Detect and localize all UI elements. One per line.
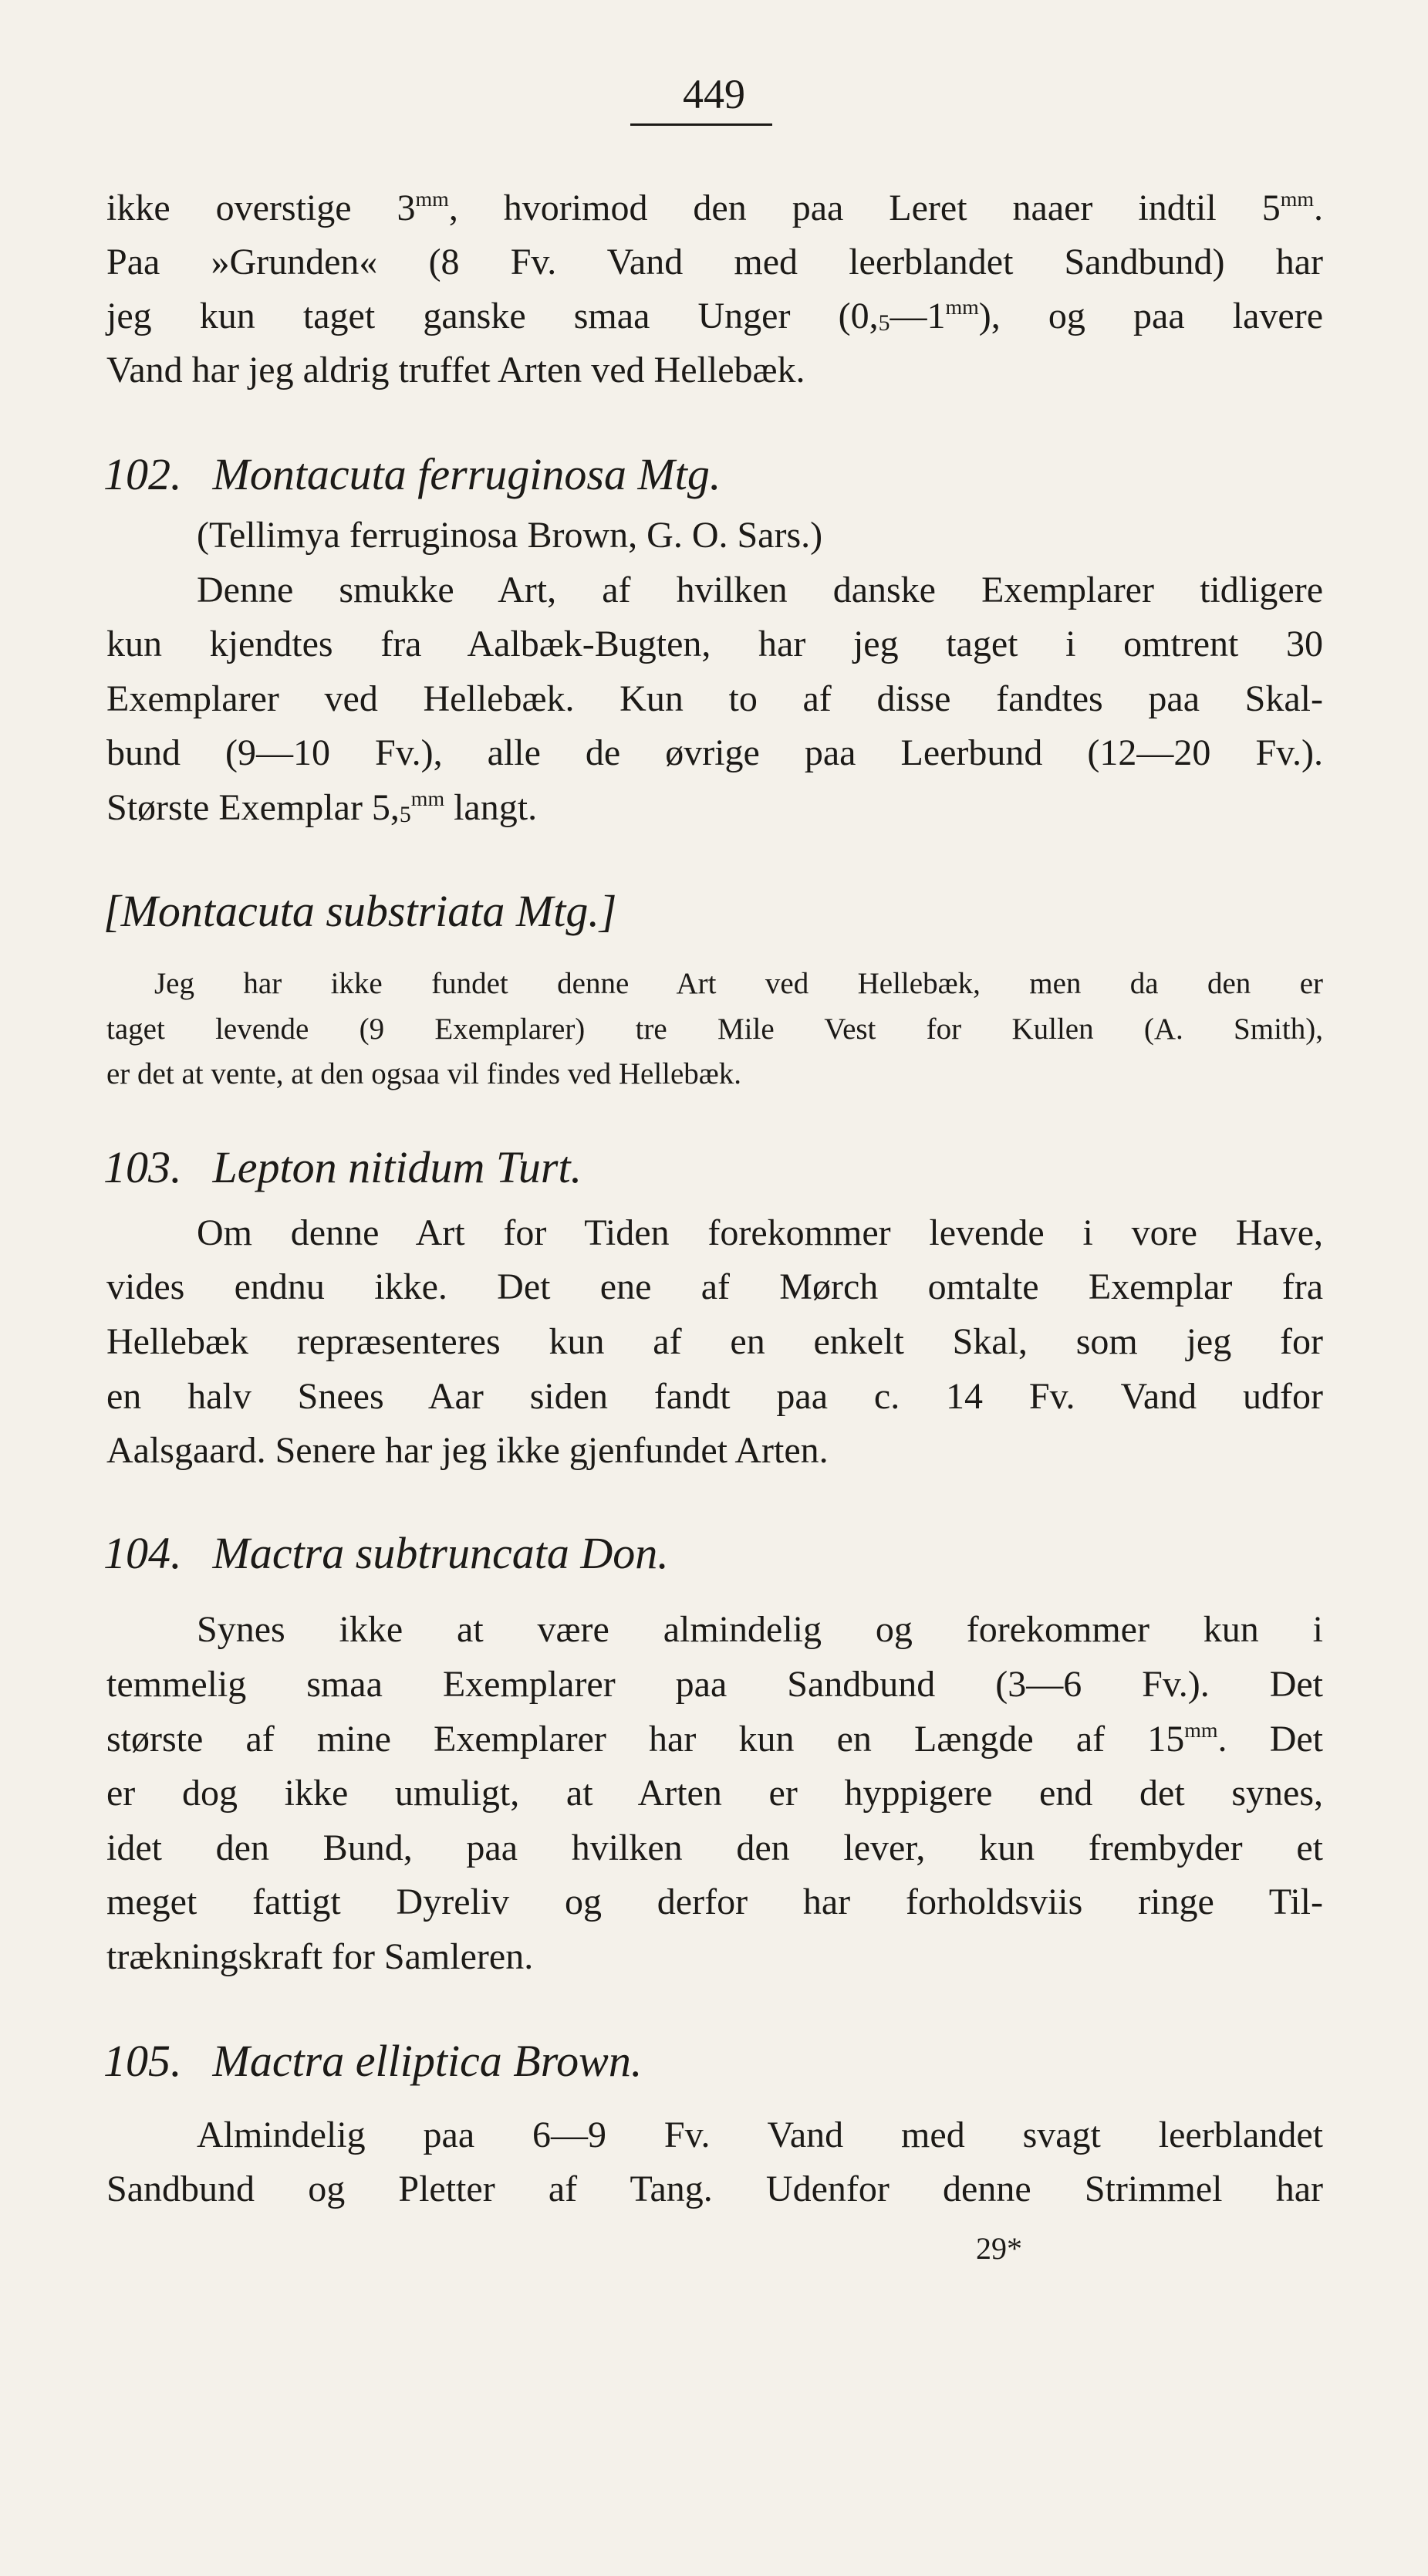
text-line: temmelig smaa Exemplarer paa Sandbund (3—6 Fv.). Det: [106, 1664, 1323, 1705]
text-line: bund (9—10 Fv.), alle de øvrige paa Leerbund (12—20 Fv.).: [106, 732, 1323, 773]
page-number: 449: [683, 71, 745, 117]
text-line: Exemplarer ved Hellebæk. Kun to af disse fandtes paa Skal-: [106, 678, 1323, 719]
section-heading: [103, 448, 721, 502]
text-line: Vand har jeg aldrig truffet Arten ved Hellebæk.: [106, 350, 805, 390]
text-line: Om denne Art for Tiden forekommer levende i vore Have,: [197, 1212, 1323, 1253]
species-name: Mactra subtruncata Don.: [212, 1528, 669, 1578]
text-line: Hellebæk repræsenteres kun af en enkelt Skal, som jeg for: [106, 1321, 1323, 1362]
text-line: Synes ikke at være almindelig og forekommer kun i: [197, 1609, 1323, 1650]
section-number: 103.: [103, 1142, 182, 1192]
section-heading: [103, 1526, 669, 1580]
species-name: Montacuta ferruginosa Mtg.: [212, 449, 721, 499]
text-line: Største Exemplar $5,_5^{mm}$ langt.: [106, 786, 538, 828]
text-line: jeg kun taget ganske smaa Unger $(0,_5—1^{mm})$, og paa lavere: [106, 295, 1324, 336]
text-line: kun kjendtes fra Aalbæk-Bugten, har jeg taget i omtrent 30: [106, 624, 1323, 664]
text-line: idet den Bund, paa hvilken den lever, kun frembyder et: [106, 1827, 1323, 1868]
text-line: Jeg har ikke fundet denne Art ved Hellebæk, men da den er: [154, 967, 1323, 1000]
text-line: er det at vente, at den ogsaa vil findes ved Hellebæk.: [106, 1057, 742, 1090]
text-line: største af mine Exemplarer har kun en Længde af $15^{mm}$. Det: [106, 1718, 1323, 1760]
section-number: 104.: [103, 1528, 182, 1578]
species-name: Lepton nitidum Turt.: [212, 1142, 582, 1192]
section-heading: [103, 2034, 642, 2088]
text-line: Almindelig paa 6—9 Fv. Vand med svagt leerblandet: [197, 2115, 1323, 2155]
text-line: (Tellimya ferruginosa Brown, G. O. Sars.): [197, 515, 823, 556]
text-line: taget levende (9 Exemplarer) tre Mile Vest for Kullen (A. Smith),: [106, 1012, 1323, 1046]
text-line: Paa »Grunden« (8 Fv. Vand med leerblandet Sandbund) har: [106, 242, 1323, 282]
text-line: Aalsgaard. Senere har jeg ikke gjenfundet Arten.: [106, 1430, 829, 1471]
text-line: Sandbund og Pletter af Tang. Udenfor denne Strimmel har: [106, 2169, 1323, 2209]
section-number: 105.: [103, 2036, 182, 2086]
text-line: ikke overstige $3^{mm}$, hvorimod den paa Leret naaer indtil $5^{mm}$.: [106, 187, 1323, 228]
text-line: trækningskraft for Samleren.: [106, 1936, 534, 1977]
section-number: 102.: [103, 449, 182, 499]
section-heading: [103, 1141, 582, 1195]
text-line: Denne smukke Art, af hvilken danske Exemplarer tidligere: [197, 570, 1323, 610]
text-line: en halv Snees Aar siden fandt paa c. 14 Fv. Vand udfor: [106, 1376, 1323, 1417]
text-line: meget fattigt Dyreliv og derfor har forholdsviis ringe Til-: [106, 1881, 1323, 1922]
signature-mark: 29*: [976, 2231, 1022, 2266]
text-line: er dog ikke umuligt, at Arten er hyppigere end det synes,: [106, 1773, 1323, 1814]
species-name: Mactra elliptica Brown.: [212, 2036, 643, 2086]
page-number-rule: [630, 123, 772, 126]
section-heading: [Montacuta substriata Mtg.]: [103, 886, 617, 936]
text-line: vides endnu ikke. Det ene af Mørch omtalte Exemplar fra: [106, 1266, 1323, 1307]
